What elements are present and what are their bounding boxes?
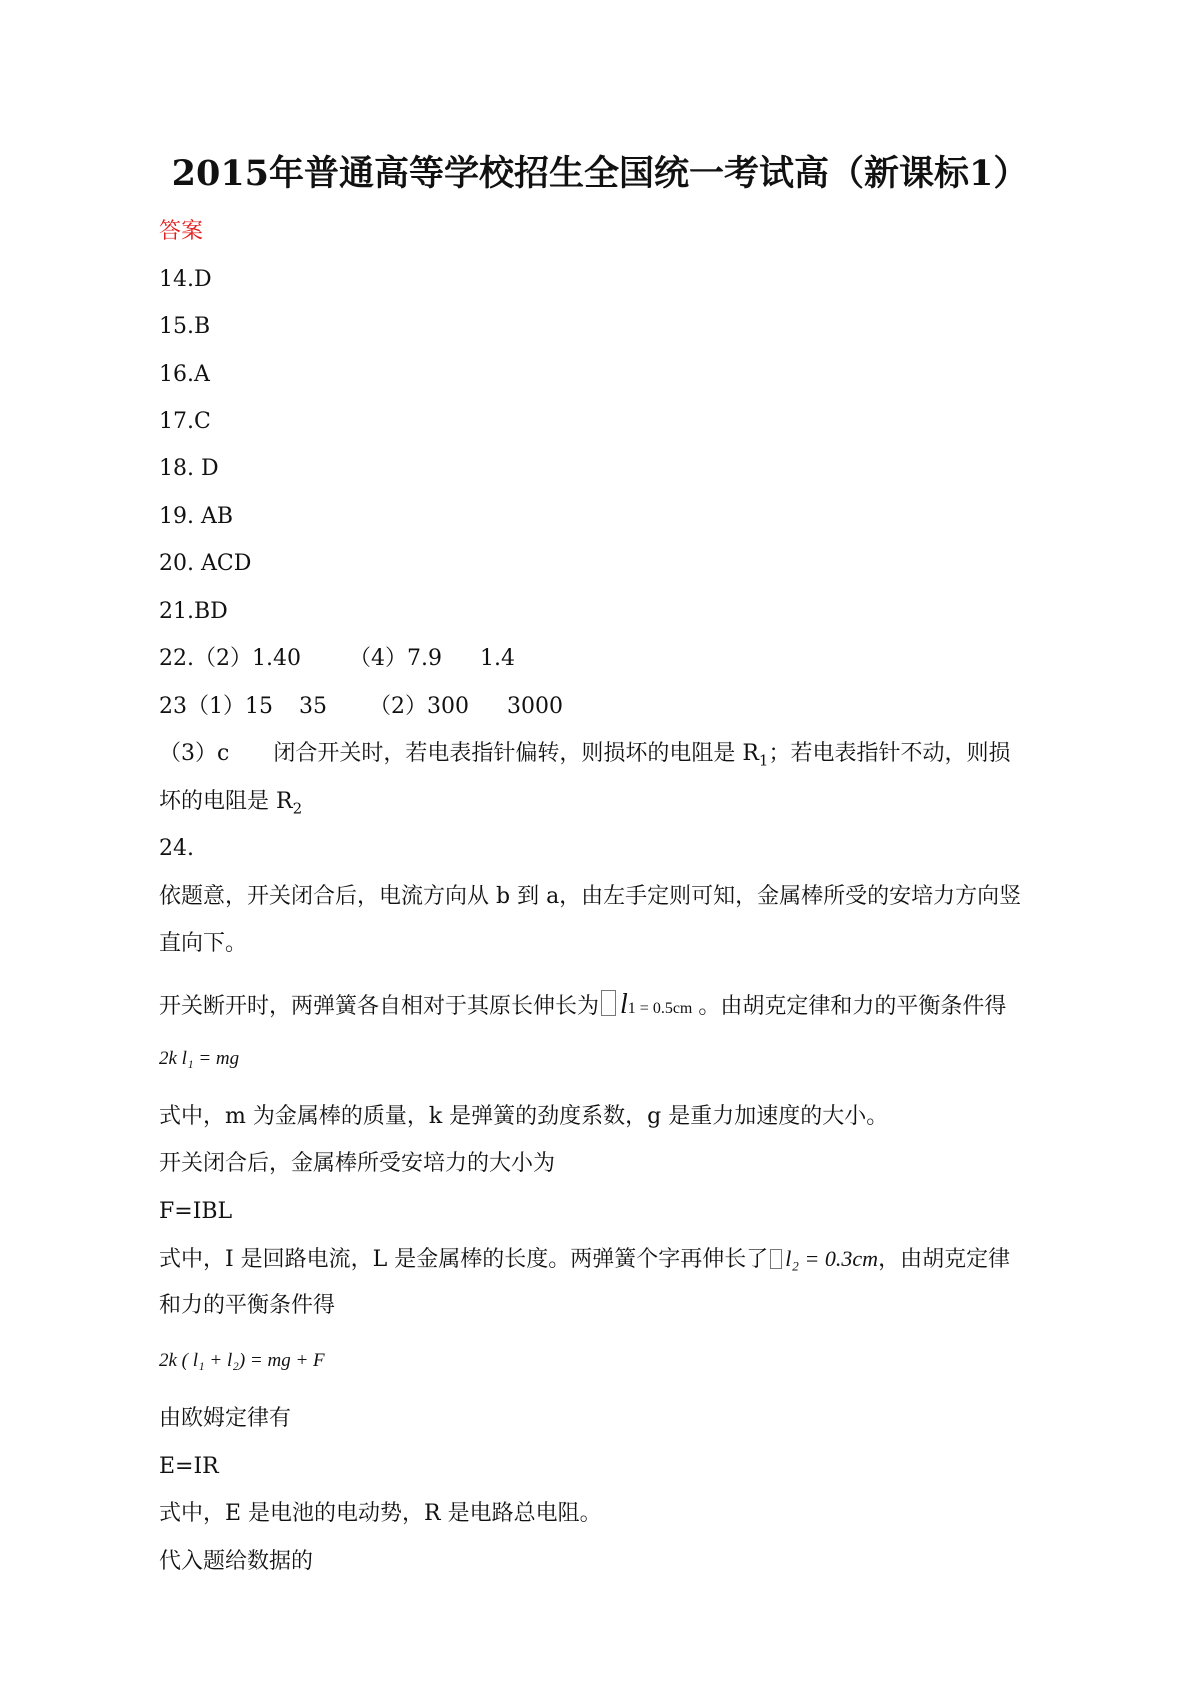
answer-23-part3-label: （3）c (159, 741, 230, 766)
answer-23-part2b: 3000 (507, 694, 563, 719)
equation-2: F=IBL (159, 1199, 233, 1224)
paragraph-2-text: 开关断开时，两弹簧各自相对于其原长伸长为 (159, 994, 600, 1019)
delta-symbol-icon (601, 990, 616, 1016)
equation-4: E=IR (159, 1454, 219, 1479)
paragraph-1-line2: 直向下。 (159, 931, 248, 956)
paragraph-7: 式中，E 是电池的电动势，R 是电路总电阻。 (159, 1501, 602, 1526)
answer-23-part3 (159, 739, 1010, 775)
answer-22-part2: 22.（2）1.40 (159, 646, 301, 671)
subscript-2: 2 (292, 799, 303, 818)
equation-1: 2k l₁ = mg (159, 1048, 240, 1069)
answer-23-part3-text: 闭合开关时，若电表指针偏转，则损坏的电阻是 R (273, 741, 759, 766)
answer-19: 19. AB (159, 504, 234, 529)
answers-heading: 答案 (159, 219, 204, 244)
equation-l-symbol: l (620, 989, 628, 1020)
answer-22-part4: （4）7.9 (348, 646, 442, 671)
answer-23-part2a: （2）300 (369, 694, 469, 719)
answer-23-part1b: 35 (299, 694, 327, 719)
answer-20: 20. ACD (159, 551, 252, 576)
paragraph-2-text2: 。由胡克定律和力的平衡条件得 (698, 994, 1007, 1019)
paragraph-2 (159, 990, 1006, 1024)
equation-3: 2k ( l₁ + l₂) = mg + F (159, 1350, 325, 1371)
answer-23-part3-text2: ；若电表指针不动，则损 (768, 741, 1011, 766)
answer-21: 21.BD (159, 599, 228, 624)
answer-23-part3-text3: 坏的电阻是 R (159, 789, 293, 814)
paragraph-6: 由欧姆定律有 (159, 1406, 292, 1431)
equation-inline-1: 1 = 0.5cm (627, 1000, 693, 1017)
paragraph-5-text: 式中，I 是回路电流，L 是金属棒的长度。两弹簧个字再伸长了 (159, 1247, 769, 1272)
paragraph-8: 代入题给数据的 (159, 1549, 314, 1574)
answer-16: 16.A (159, 362, 210, 387)
answer-17: 17.C (159, 409, 211, 434)
answer-14: 14.D (159, 267, 212, 292)
subscript-1: 1 (758, 751, 769, 770)
answer-22 (159, 644, 515, 674)
delta-symbol-icon (770, 1249, 782, 1269)
answer-23-part3-cont (159, 787, 302, 823)
paragraph-4: 开关闭合后，金属棒所受安培力的大小为 (159, 1151, 556, 1176)
equation-inline-2: l₂ = 0.3cm (785, 1246, 879, 1271)
paragraph-1-line1: 依题意，开关闭合后，电流方向从 b 到 a，由左手定则可知，金属棒所受的安培力方向竖 (159, 884, 1022, 909)
paragraph-5-text2: ，由胡克定律 (878, 1247, 1011, 1272)
answer-22-part4b: 1.4 (479, 646, 515, 671)
paragraph-5 (159, 1244, 1010, 1275)
paragraph-3: 式中，m 为金属棒的质量，k 是弹簧的劲度系数，g 是重力加速度的大小。 (159, 1104, 889, 1129)
page-title: 2015年普通高等学校招生全国统一考试高（新课标1） (171, 153, 1029, 194)
answer-23-part1a: 23（1）15 (159, 694, 273, 719)
answer-18: 18. D (159, 456, 219, 481)
answer-15: 15.B (159, 314, 211, 339)
answer-23 (159, 692, 563, 722)
question-24-label: 24. (159, 836, 194, 861)
paragraph-5-line2: 和力的平衡条件得 (159, 1293, 336, 1318)
